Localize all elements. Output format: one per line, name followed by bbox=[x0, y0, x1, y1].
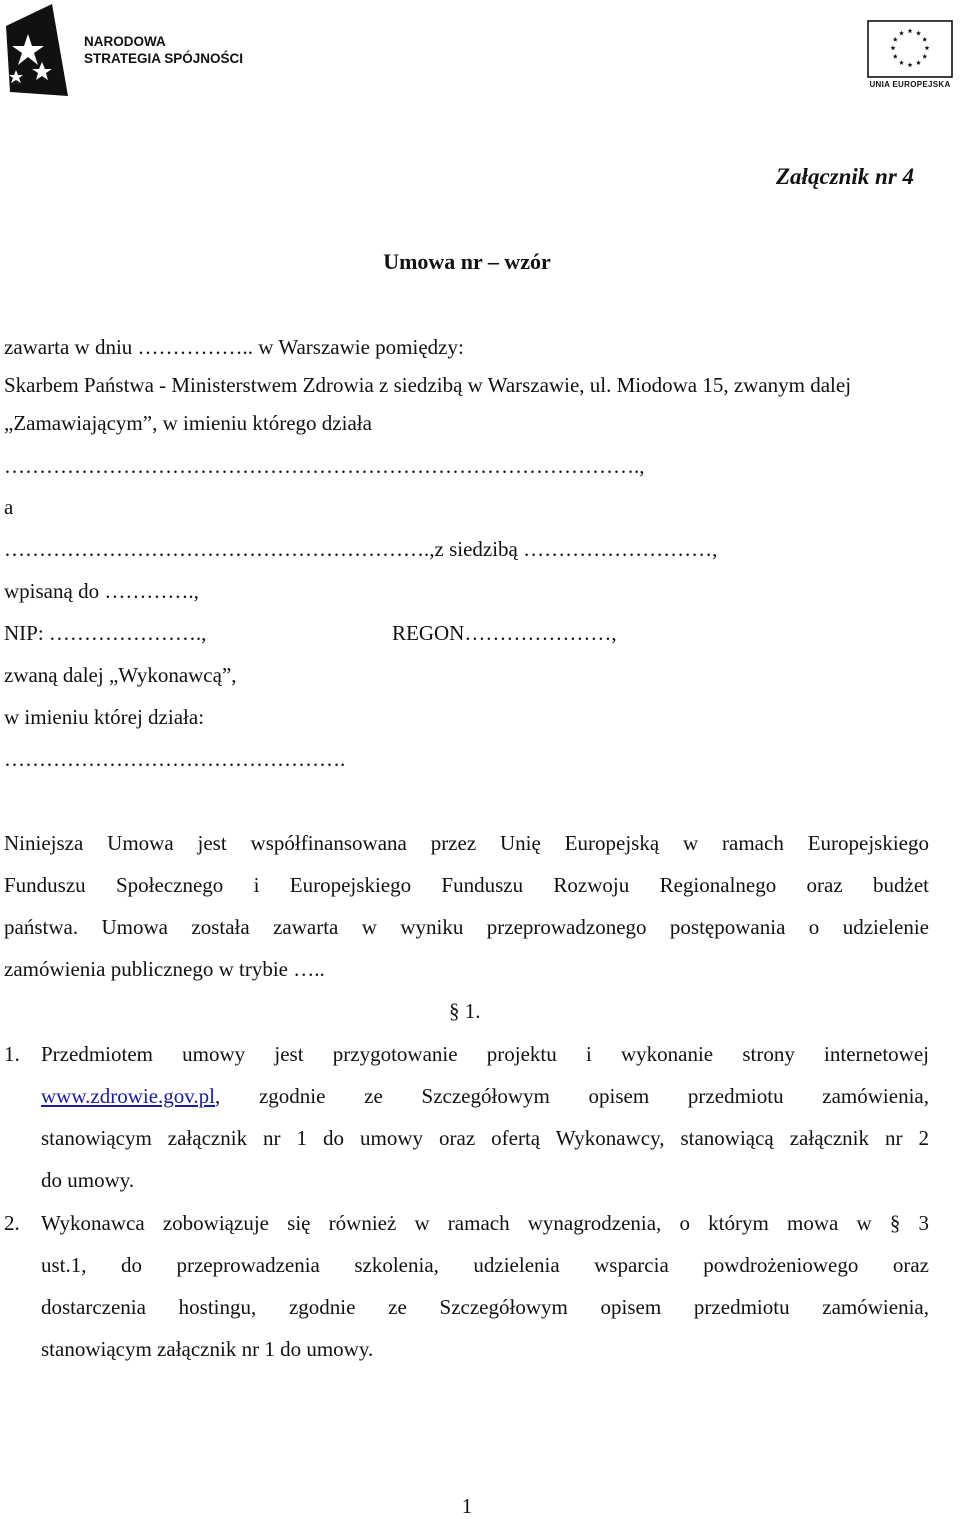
zdrowie-gov-link[interactable]: www.zdrowie.gov.pl bbox=[41, 1084, 215, 1108]
item-1-line-3: stanowiącym załącznik nr 1 do umowy oraz ofertą Wykonawcy, stanowiącą załącznik nr 2 bbox=[41, 1126, 929, 1150]
nss-star-emblem-icon bbox=[6, 4, 68, 96]
item-2-line-3: dostarczenia hostingu, zgodnie ze Szczegółowym opisem przedmiotu zamówienia, bbox=[41, 1295, 929, 1319]
item-number: 2. bbox=[4, 1211, 20, 1235]
document-title: Umowa nr – wzór bbox=[383, 249, 551, 274]
contractor-representative-line: w imieniu której działa: bbox=[4, 705, 205, 729]
contractor-seat-line: …………………………………………………….,z siedzibą ………………………, bbox=[4, 537, 718, 561]
intro-a: a bbox=[4, 495, 14, 519]
attachment-label: Załącznik nr 4 bbox=[776, 164, 915, 189]
cofinancing-line-3: państwa. Umowa została zawarta w wyniku przeprowadzonego postępowania o udzielenie bbox=[4, 915, 929, 939]
logo-text-line-2: STRATEGIA SPÓJNOŚCI bbox=[84, 51, 244, 66]
cofinancing-line-1: Niniejsza Umowa jest współfinansowana przez Unię Europejską w ramach Europejskiego bbox=[4, 831, 929, 855]
narodowa-strategia-spojnosci-logo bbox=[6, 4, 244, 96]
dotted-placeholder: …………………………………………. bbox=[4, 747, 346, 771]
logo-text-line-1: NARODOWA bbox=[84, 34, 166, 49]
item-2-line-4: stanowiącym załącznik nr 1 do umowy. bbox=[41, 1337, 374, 1361]
contractor-registry-line: wpisaną do …………., bbox=[4, 579, 199, 603]
dotted-placeholder: ………………………………………………………………………………., bbox=[4, 454, 645, 478]
item-1-line-2 bbox=[41, 1083, 929, 1109]
page-number: 1 bbox=[461, 1494, 473, 1518]
intro-party-line: Skarbem Państwa - Ministerstwem Zdrowia z siedzibą w Warszawie, ul. Miodowa 15, zwanym dalej bbox=[4, 373, 852, 397]
eu-flag-icon bbox=[866, 20, 954, 78]
intro-representative-line: „Zamawiającym”, w imieniu którego działa bbox=[4, 411, 372, 435]
unia-europejska-logo bbox=[866, 20, 954, 92]
item-2-line-2: ust.1, do przeprowadzenia szkolenia, udzielenia wsparcia powdrożeniowego oraz bbox=[41, 1253, 929, 1277]
regon-field: REGON…………………, bbox=[392, 621, 617, 645]
eu-logo-caption: UNIA EUROPEJSKA bbox=[869, 80, 951, 89]
item-1-line-2-rest: , zgodnie ze Szczegółowym opisem przedmiotu zamówienia, bbox=[215, 1084, 929, 1108]
item-1-line-1: Przedmiotem umowy jest przygotowanie projektu i wykonanie strony internetowej bbox=[41, 1042, 929, 1066]
item-1-line-4: do umowy. bbox=[41, 1168, 135, 1192]
cofinancing-line-2: Funduszu Społecznego i Europejskiego Funduszu Rozwoju Regionalnego oraz budżet bbox=[4, 873, 929, 897]
item-2-line-1: Wykonawca zobowiązuje się również w ramach wynagrodzenia, o którym mowa w § 3 bbox=[41, 1211, 929, 1235]
cofinancing-line-4: zamówienia publicznego w trybie ….. bbox=[4, 957, 325, 981]
section-heading: § 1. bbox=[449, 999, 481, 1023]
contractor-alias-line: zwaną dalej „Wykonawcą”, bbox=[4, 663, 237, 687]
item-number: 1. bbox=[4, 1042, 20, 1066]
nip-field: NIP: …………………., bbox=[4, 621, 207, 645]
intro-date-line: zawarta w dniu …………….. w Warszawie pomiędzy: bbox=[4, 335, 464, 359]
